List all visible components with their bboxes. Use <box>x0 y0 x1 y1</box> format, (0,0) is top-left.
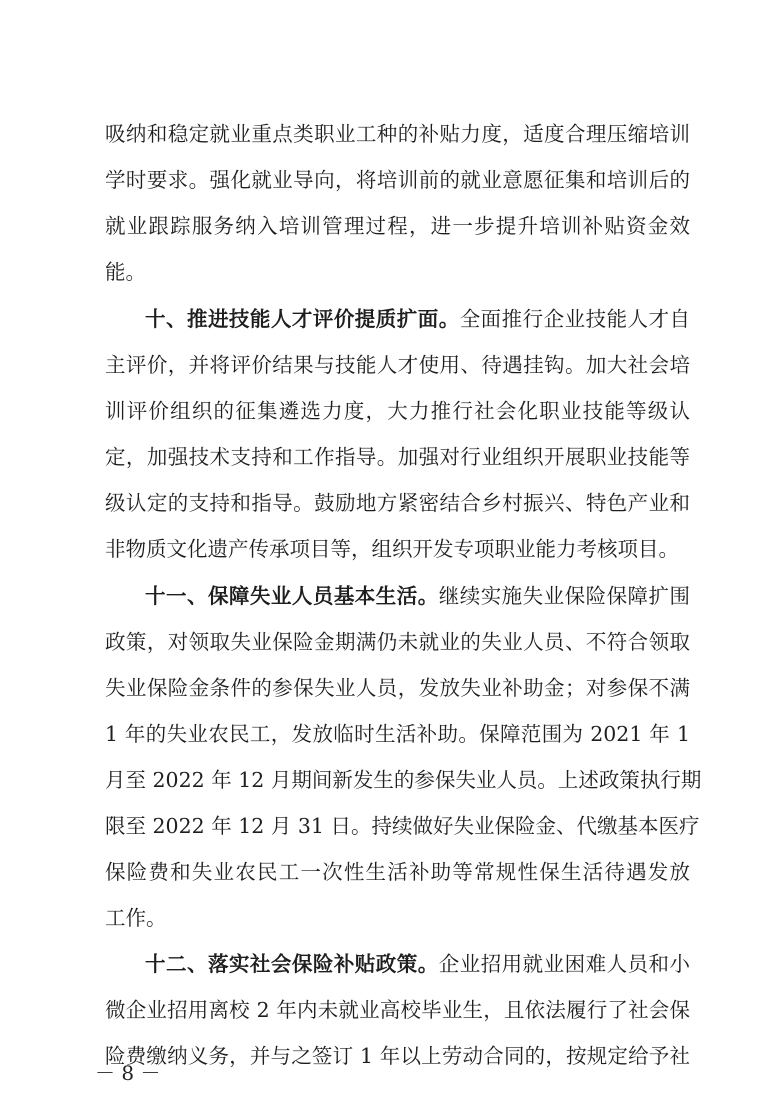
section-10-line <box>145 296 690 342</box>
body-text-line: 定，加强技术支持和工作指导。加强对行业组织开展职业技能等 <box>105 445 690 469</box>
body-text-line: 主评价，并将评价结果与技能人才使用、待遇挂钩。加大社会培 <box>105 353 690 377</box>
body-text-line: 学时要求。强化就业导向，将培训前的就业意愿征集和培训后的 <box>105 168 690 192</box>
body-text-line: 微企业招用离校 2 年内未就业高校毕业生，且依法履行了社会保 <box>105 998 690 1022</box>
section-heading: 十一、保障失业人员基本生活。 <box>145 584 439 608</box>
body-text-line: 非物质文化遗产传承项目等，组织开发专项职业能力考核项目。 <box>105 537 679 561</box>
body-text-line: 险费缴纳义务，并与之签订 1 年以上劳动合同的，按规定给予社 <box>105 1044 690 1068</box>
body-text-line: 训评价组织的征集遴选力度，大力推行社会化职业技能等级认 <box>105 399 690 423</box>
body-text: 企业招用就业困难人员和小 <box>438 952 691 976</box>
body-text: 继续实施失业保险保障扩围 <box>438 584 691 608</box>
section-heading: 十、推进技能人才评价提质扩面。 <box>145 307 460 331</box>
body-text: 全面推行企业技能人才自 <box>459 307 691 331</box>
body-text-line: 工作。 <box>105 906 167 930</box>
body-text-line: 限至 2022 年 12 月 31 日。持续做好失业保险金、代缴基本医疗 <box>105 814 700 838</box>
body-text-line: 能。 <box>105 260 146 284</box>
section-heading: 十二、落实社会保险补贴政策。 <box>145 952 439 976</box>
body-text-line: 吸纳和稳定就业重点类职业工种的补贴力度，适度合理压缩培训 <box>105 122 690 146</box>
section-11-line <box>145 573 690 619</box>
body-text-line: 就业跟踪服务纳入培训管理过程，进一步提升培训补贴资金效 <box>105 214 690 238</box>
body-text-line: 月至 2022 年 12 月期间新发生的参保失业人员。上述政策执行期 <box>105 768 702 792</box>
body-text-line: 政策，对领取失业保险金期满仍未就业的失业人员、不符合领取 <box>105 630 690 654</box>
body-text-line: 1 年的失业农民工，发放临时生活补助。保障范围为 2021 年 1 <box>105 722 690 746</box>
page-number: － 8 － <box>95 1061 161 1085</box>
section-12-line <box>145 941 690 987</box>
body-text-line: 保险费和失业农民工一次性生活补助等常规性保生活待遇发放 <box>105 860 690 884</box>
body-text-line: 失业保险金条件的参保失业人员，发放失业补助金；对参保不满 <box>105 676 690 700</box>
body-text-line: 级认定的支持和指导。鼓励地方紧密结合乡村振兴、特色产业和 <box>105 491 690 515</box>
